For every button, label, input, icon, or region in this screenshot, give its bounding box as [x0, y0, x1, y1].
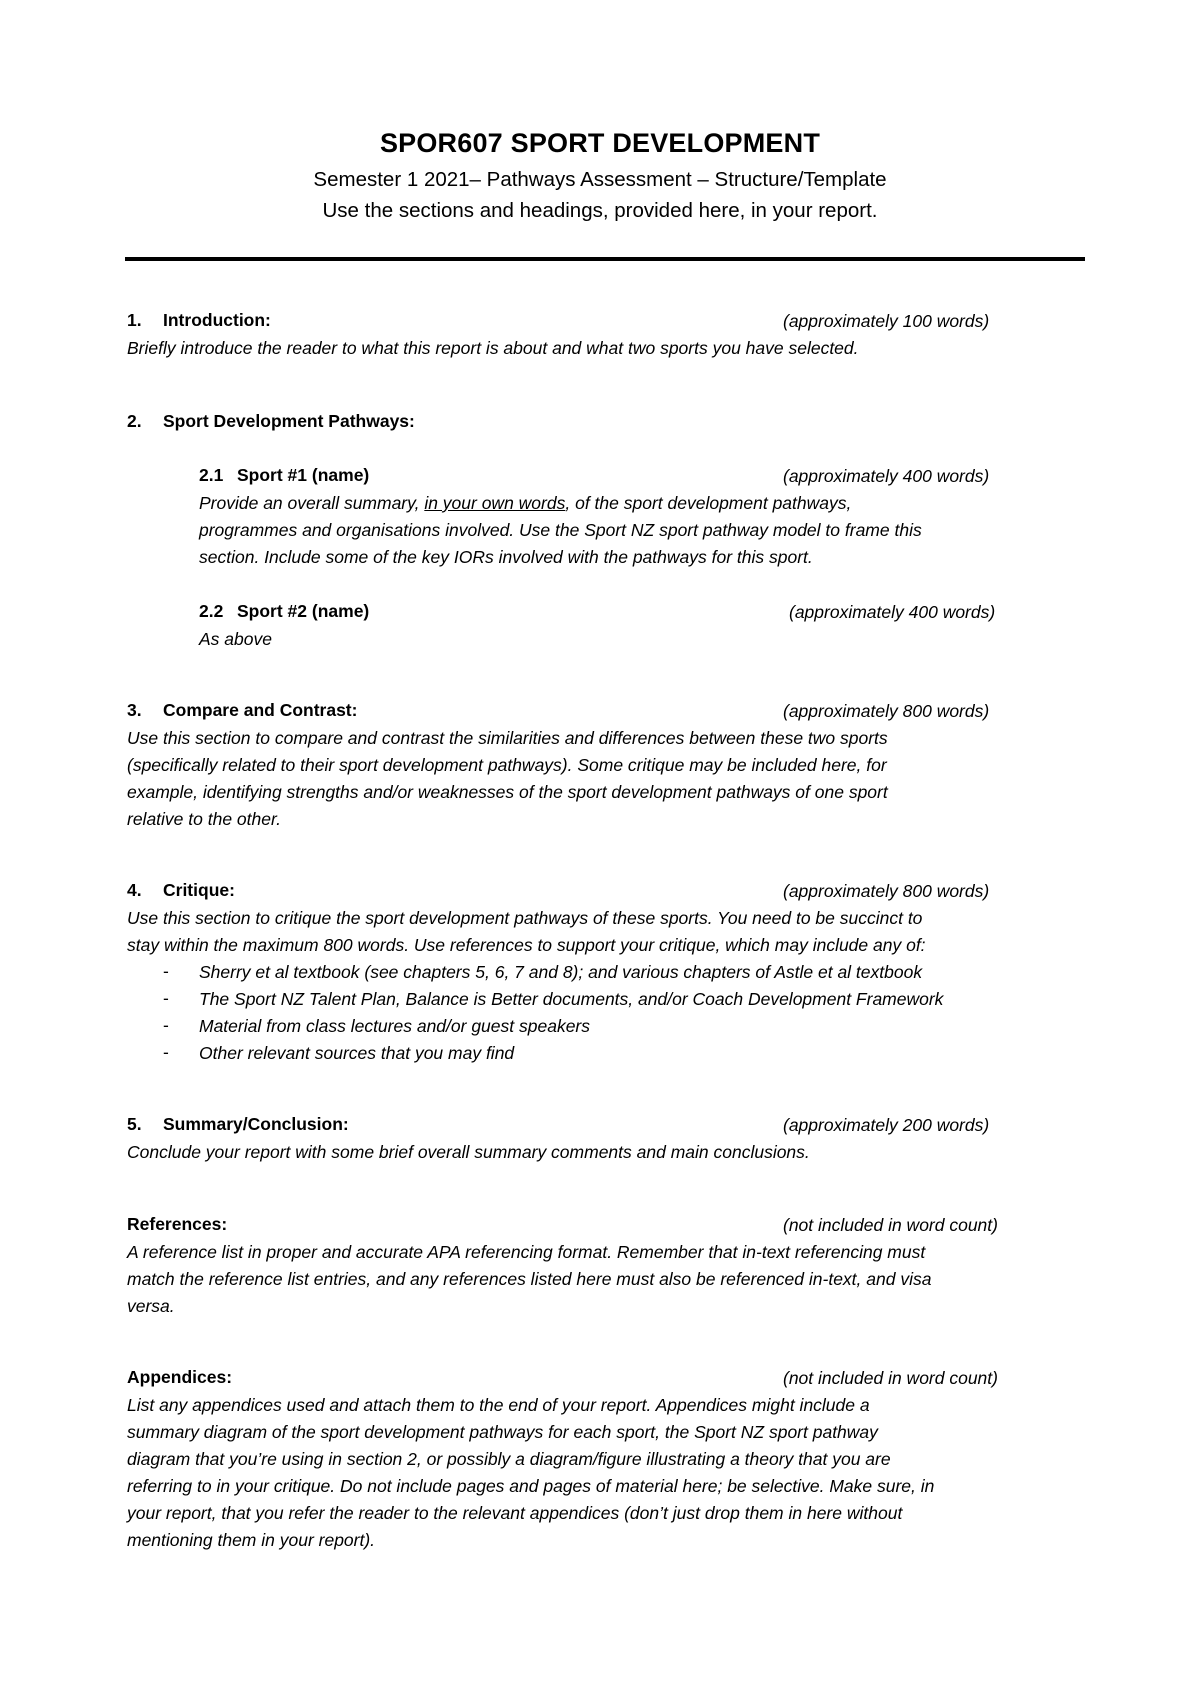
- subsection-sport2-heading: 2.2 Sport #2 (name): [199, 601, 370, 621]
- section-compare-body-line: (specifically related to their sport development pathways). Some critique may be included here, for: [127, 755, 887, 775]
- bullet-marker: -: [163, 961, 169, 981]
- critique-bullet-item: Sherry et al textbook (see chapters 5, 6, 7 and 8); and various chapters of Astle et al textbook: [199, 962, 923, 982]
- section-critique-body-line: stay within the maximum 800 words. Use references to support your critique, which may include any of:: [127, 935, 926, 955]
- subsection-sport1-heading: 2.1 Sport #1 (name): [199, 465, 370, 485]
- subsection-sport1-body-line: Provide an overall summary, in your own words, of the sport development pathways,: [199, 493, 852, 513]
- section-appendices-body-line: diagram that you’re using in section 2, or possibly a diagram/figure illustrating a theory that you are: [127, 1449, 891, 1469]
- section-compare-heading: 3. Compare and Contrast:: [127, 700, 358, 720]
- section-compare-body-line: example, identifying strengths and/or weaknesses of the sport development pathways of one sport: [127, 782, 888, 802]
- header-divider: [125, 257, 1085, 261]
- section-appendices-heading: Appendices:: [127, 1367, 233, 1387]
- section-compare-wordcount: (approximately 800 words): [783, 701, 990, 721]
- section-appendices-wordcount: (not included in word count): [783, 1368, 998, 1388]
- section-pathways-heading: 2. Sport Development Pathways:: [127, 411, 415, 431]
- section-critique-wordcount: (approximately 800 words): [783, 881, 990, 901]
- section-critique-heading: 4. Critique:: [127, 880, 235, 900]
- section-compare-body-line: Use this section to compare and contrast the similarities and differences between these two sports: [127, 728, 888, 748]
- section-intro-heading: 1. Introduction:: [127, 310, 271, 330]
- section-appendices-body-line: referring to in your critique. Do not include pages and pages of material here; be selective. Make sure, in: [127, 1476, 935, 1496]
- section-references-body-line: versa.: [127, 1296, 175, 1316]
- section-intro-wordcount: (approximately 100 words): [783, 311, 990, 331]
- section-compare-body-line: relative to the other.: [127, 809, 282, 829]
- critique-bullet-item: The Sport NZ Talent Plan, Balance is Better documents, and/or Coach Development Framework: [199, 989, 944, 1009]
- section-references-heading: References:: [127, 1214, 228, 1234]
- subsection-sport1-body-line: section. Include some of the key IORs involved with the pathways for this sport.: [199, 547, 813, 567]
- document-subtitle: Semester 1 2021– Pathways Assessment – Structure/Template: [313, 168, 887, 191]
- section-appendices-body-line: summary diagram of the sport development pathways for each sport, the Sport NZ sport pathway: [127, 1422, 878, 1442]
- bullet-marker: -: [163, 1042, 169, 1062]
- section-appendices-body-line: List any appendices used and attach them to the end of your report. Appendices might include a: [127, 1395, 870, 1415]
- section-references-body-line: match the reference list entries, and any references listed here must also be referenced in-text, and visa: [127, 1269, 932, 1289]
- section-references-body-line: A reference list in proper and accurate APA referencing format. Remember that in-text referencing must: [127, 1242, 926, 1262]
- subsection-sport2-body: As above: [199, 629, 272, 649]
- section-appendices-body-line: your report, that you refer the reader to the relevant appendices (don’t just drop them in here without: [127, 1503, 903, 1523]
- section-summary-wordcount: (approximately 200 words): [783, 1115, 990, 1135]
- document-title: SPOR607 SPORT DEVELOPMENT: [379, 128, 821, 158]
- critique-bullet-item: Material from class lectures and/or guest speakers: [199, 1016, 590, 1036]
- subsection-sport1-body-line: programmes and organisations involved. Use the Sport NZ sport pathway model to frame this: [199, 520, 922, 540]
- bullet-marker: -: [163, 988, 169, 1008]
- section-critique-body-line: Use this section to critique the sport development pathways of these sports. You need to be succinct to: [127, 908, 923, 928]
- document-instruction: Use the sections and headings, provided here, in your report.: [322, 199, 878, 222]
- section-appendices-body-line: mentioning them in your report).: [127, 1530, 376, 1550]
- section-summary-body: Conclude your report with some brief overall summary comments and main conclusions.: [127, 1142, 810, 1162]
- section-intro-body: Briefly introduce the reader to what this report is about and what two sports you have selected.: [127, 338, 859, 358]
- critique-bullet-item: Other relevant sources that you may find: [199, 1043, 515, 1063]
- section-summary-heading: 5. Summary/Conclusion:: [127, 1114, 349, 1134]
- section-references-wordcount: (not included in word count): [783, 1215, 998, 1235]
- subsection-sport1-wordcount: (approximately 400 words): [783, 466, 990, 486]
- bullet-marker: -: [163, 1015, 169, 1035]
- subsection-sport2-wordcount: (approximately 400 words): [789, 602, 996, 622]
